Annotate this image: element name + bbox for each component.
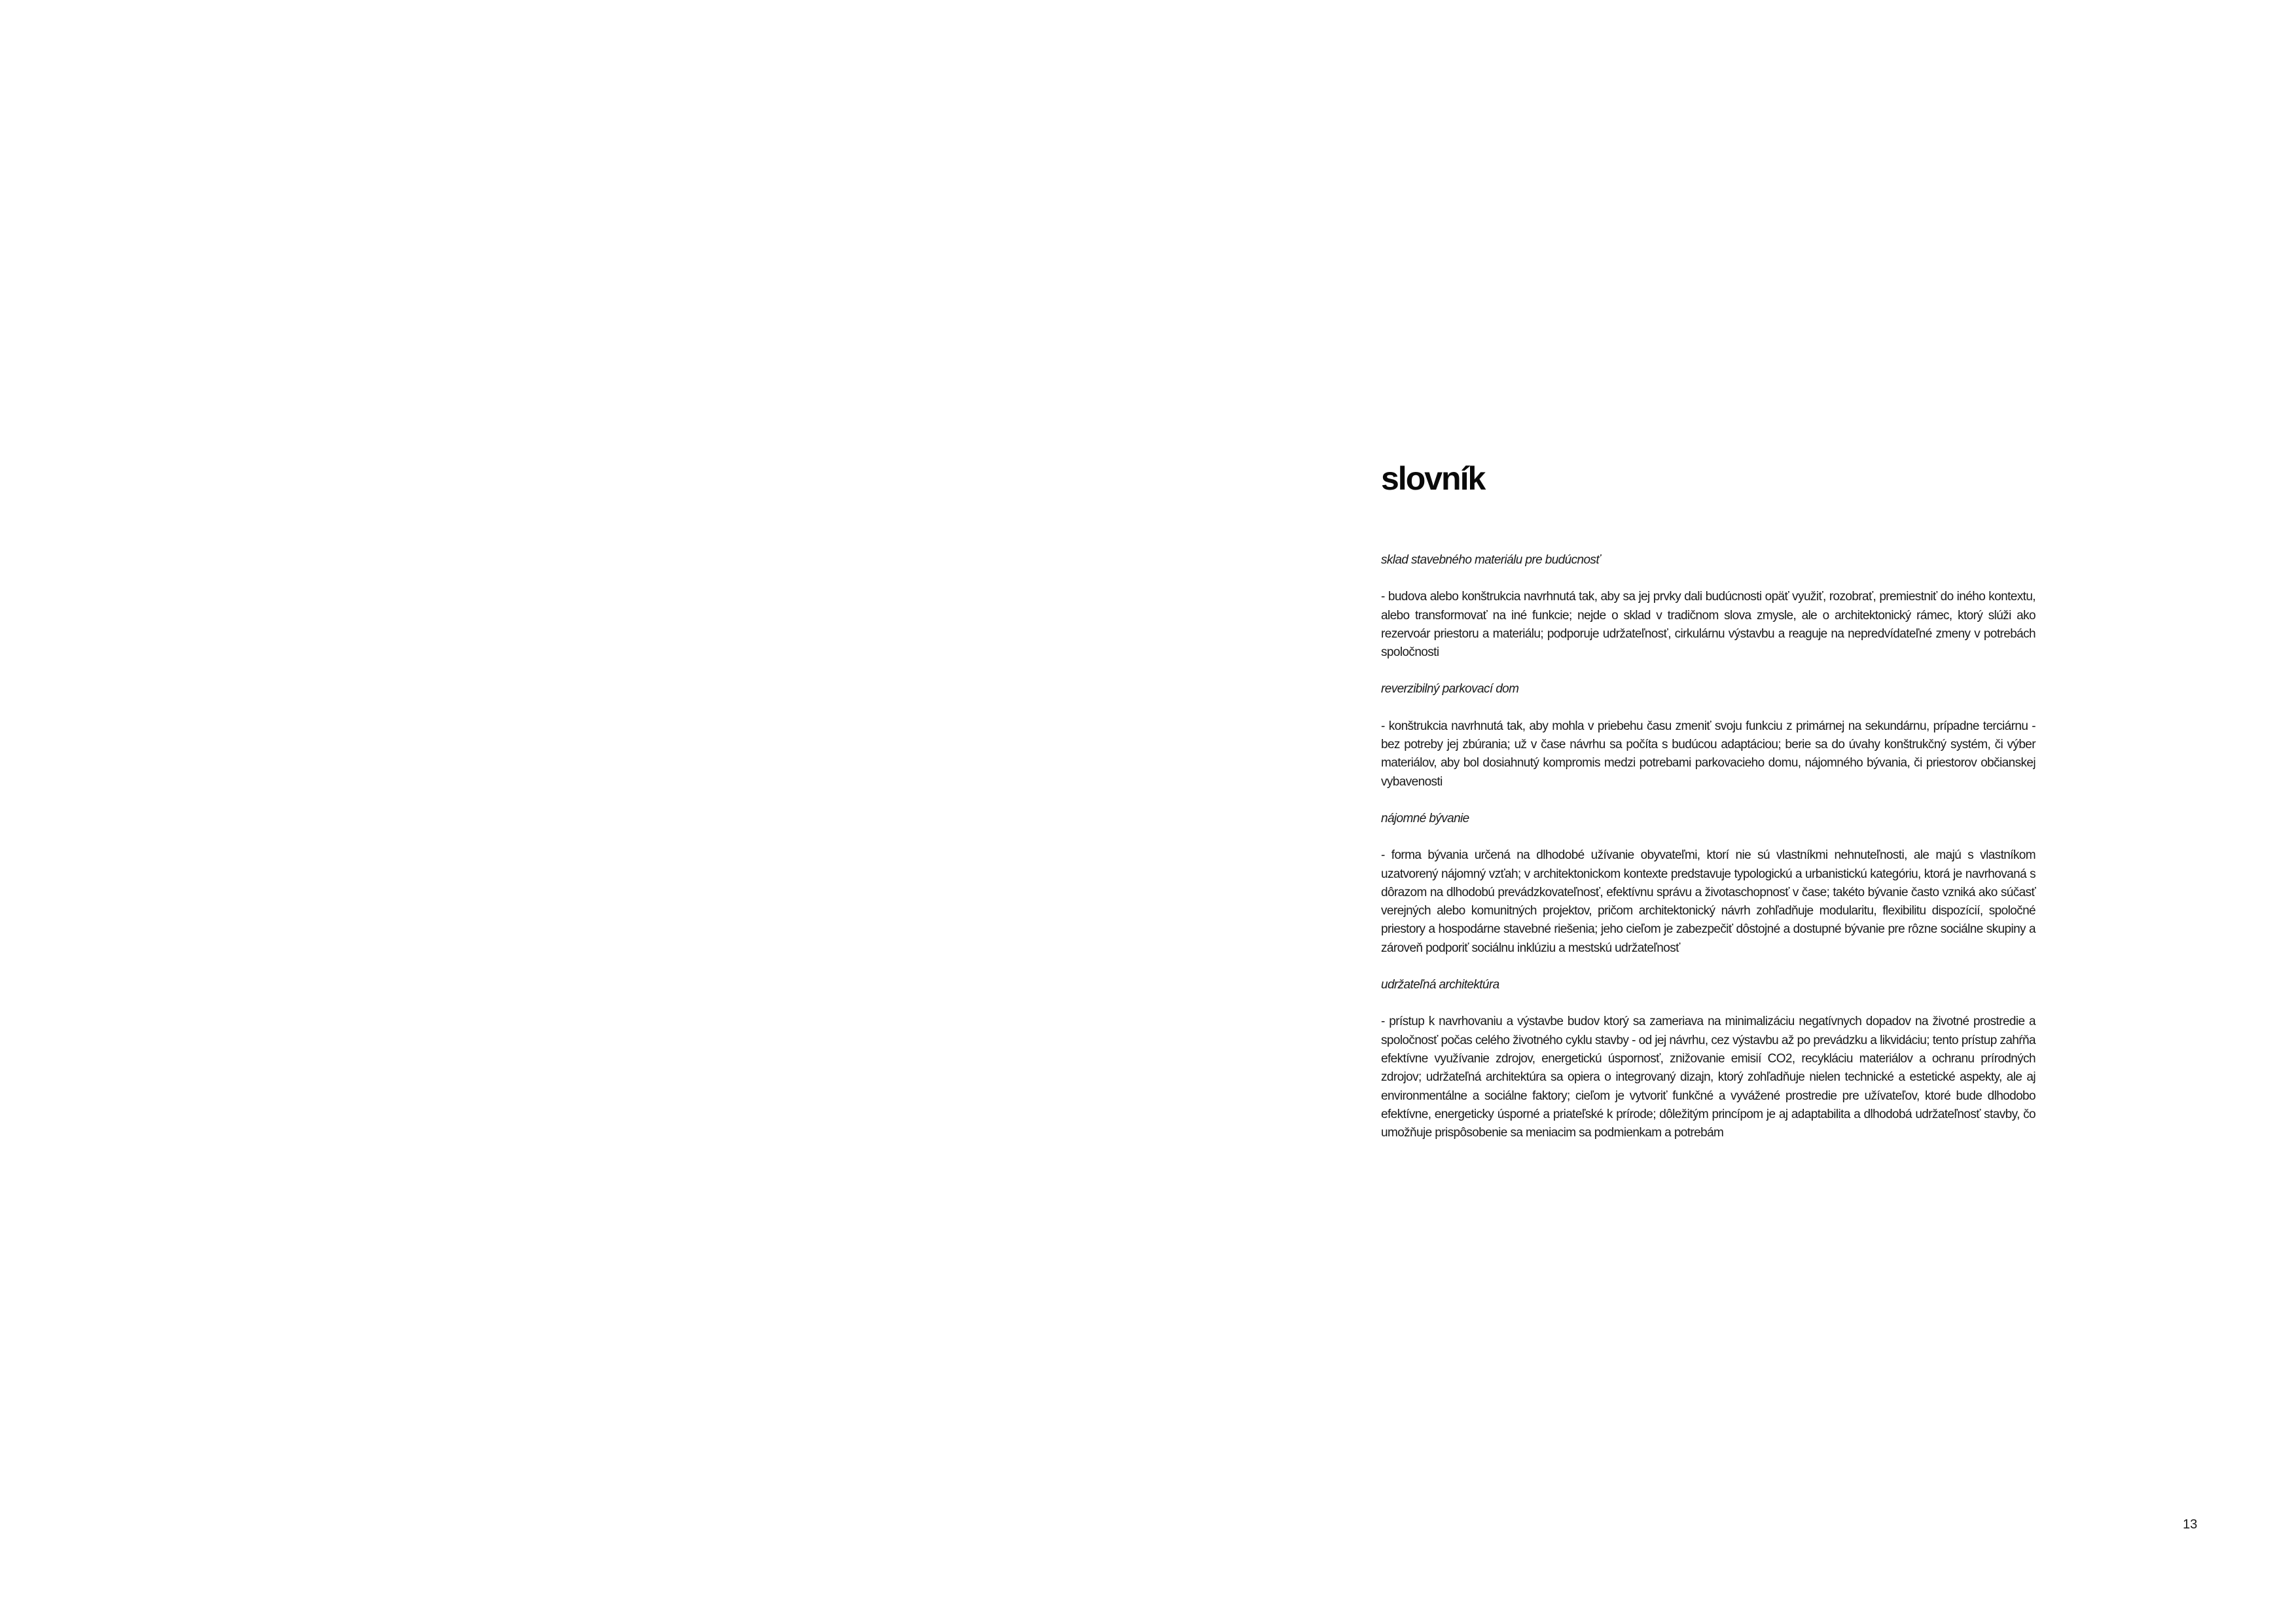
glossary-term: nájomné bývanie [1381,811,1469,825]
glossary-term: udržateľná architektúra [1381,978,1499,992]
glossary-term: sklad stavebného materiálu pre budúcnosť [1381,553,1600,567]
glossary-term: reverzibilný parkovací dom [1381,682,1519,696]
glossary-entry [1381,810,2036,958]
glossary-definition: - budova alebo konštrukcia navrhnutá tak, aby sa jej prvky dali budúcnosti opäť využiť, rozobrať, premiestniť do iného kontextu, alebo transformovať na iné funkcie; nejde o sklad v tradičnom slova zmysle, ale o architektonický rámec, ktorý slúži ako rezervoár priestoru a materiálu; podporuje udržateľnosť, cirkulárnu výstavbu a reaguje na nepredvídateľné zmeny v potrebách spoločnosti [1381,590,2036,660]
page-number: 13 [2183,1517,2198,1532]
glossary-entry [1381,976,2036,1142]
glossary-entry [1381,551,2036,662]
glossary-definition: - forma bývania určená na dlhodobé užívanie obyvateľmi, ktorí nie sú vlastníkmi nehnuteľnosti, ale majú s vlastníkom uzatvorený nájomný vzťah; v architektonickom kontexte predstavuje typologickú a urbanistickú kategóriu, ktorá je navrhovaná s dôrazom na dlhodobú prevádzkovateľnosť, efektívnu správu a životaschopnosť v čase; takéto bývanie často vzniká ako súčasť verejných alebo komunitných projektov, pričom architektonický návrh zohľadňuje modularitu, flexibilitu dispozícií, spoločné priestory a hospodárne stavebné riešenia; jeho cieľom je zabezpečiť dôstojné a dostupné bývanie pre rôzne sociálne skupiny a zároveň podporiť sociálnu inklúziu a mestskú udržateľnosť [1381,848,2036,955]
glossary-definition: - konštrukcia navrhnutá tak, aby mohla v priebehu času zmeniť svoju funkciu z primárnej na sekundárnu, prípadne terciárnu - bez potreby jej zbúrania; už v čase návrhu sa počíta s budúcou adaptáciou; berie sa do úvahy konštrukčný systém, či výber materiálov, aby bol dosiahnutý kompromis medzi potrebami parkovacieho domu, nájomného bývania, či priestorov občianskej vybavenosti [1381,719,2036,789]
glossary-list [1381,551,2036,1161]
glossary-entry [1381,680,2036,791]
page-title: slovník [1381,460,1485,497]
glossary-definition: - prístup k navrhovaniu a výstavbe budov ktorý sa zameriava na minimalizáciu negatívnych dopadov na životné prostredie a spoločnosť počas celého životného cyklu stavby - od jej návrhu, cez výstavbu až po prevádzku a likvidáciu; tento prístup zahŕňa efektívne využívanie zdrojov, energetickú úspornosť, znižovanie emisií CO2, recykláciu materiálov a ochranu prírodných zdrojov; udržateľná architektúra sa opiera o integrovaný dizajn, ktorý zohľadňuje nielen technické a estetické aspekty, ale aj environmentálne a sociálne faktory; cieľom je vytvoriť funkčné a vyvážené prostredie pre užívateľov, ktoré bude dlhodobo efektívne, energeticky úsporné a priateľské k prírode; dôležitým princípom je aj adaptabilita a dlhodobá udržateľnosť stavby, čo umožňuje prispôsobenie sa meniacim sa podmienkam a potrebám [1381,1015,2036,1140]
